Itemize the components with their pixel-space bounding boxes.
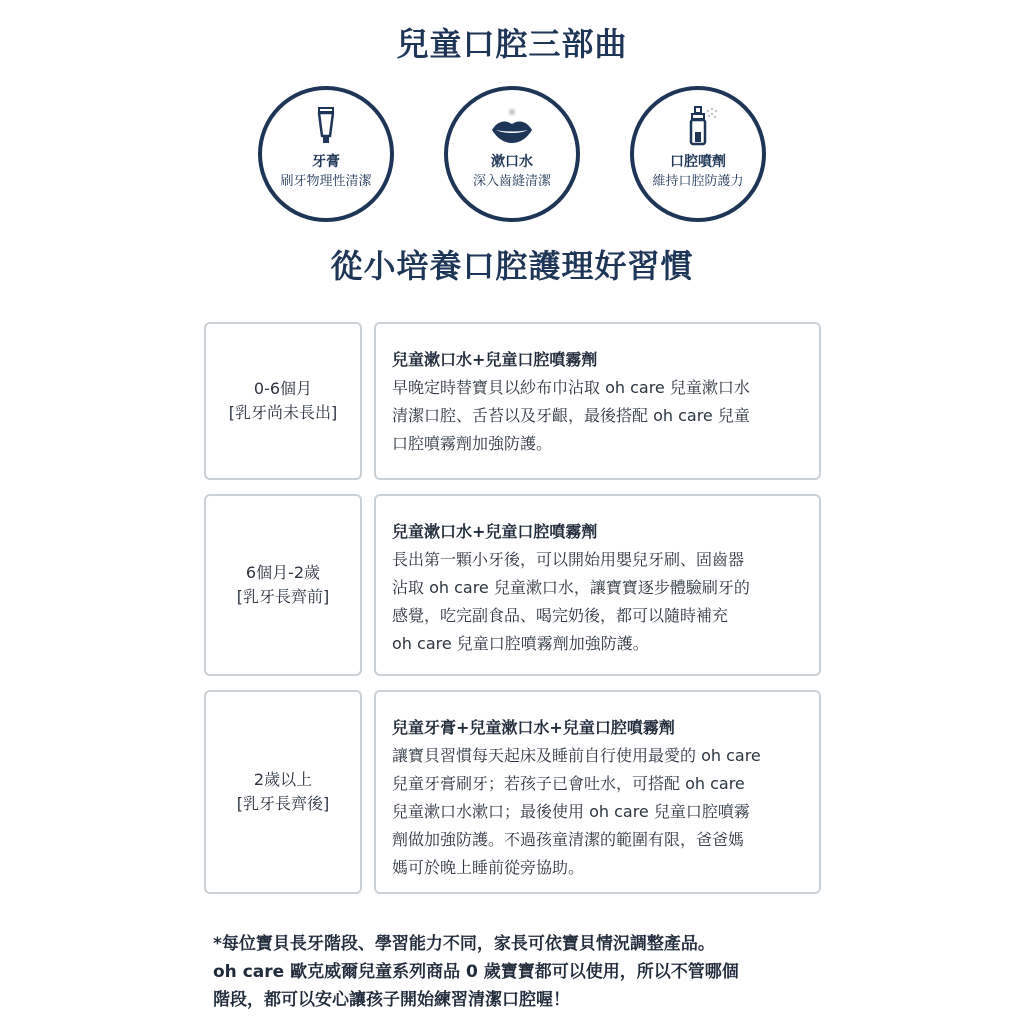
step-mouthwash	[444, 86, 580, 222]
care-description-6-months-2-years	[374, 494, 821, 676]
age-note: [乳牙長齊後]	[236, 794, 330, 813]
age-range: 2歲以上	[253, 770, 313, 789]
care-text-line: 長出第一顆小牙後，可以開始用嬰兒牙刷、固齒器	[392, 550, 745, 569]
age-box-6-months-2-years	[204, 494, 362, 676]
step-desc: 深入齒縫清潔	[472, 174, 551, 189]
care-text-line: 兒童漱口水漱口；最後使用 oh care 兒童口腔噴霧	[392, 802, 750, 821]
care-text-line: 劑做加強防護。不過孩童清潔的範圍有限，爸爸媽	[392, 830, 745, 849]
care-text-line: 讓寶貝習慣每天起床及睡前自行使用最愛的 oh care	[392, 746, 761, 765]
care-text-line: 清潔口腔、舌苔以及牙齦，最後搭配 oh care 兒童	[392, 406, 750, 425]
step-name: 牙膏	[312, 154, 340, 170]
footnote-line: 階段，都可以安心讓孩子開始練習清潔口腔喔！	[213, 990, 570, 1010]
toothpaste-tube-icon	[262, 106, 390, 146]
care-text-line: 媽可於晚上睡前從旁協助。	[392, 858, 585, 877]
page-title: 兒童口腔三部曲	[396, 25, 628, 63]
step-name: 漱口水	[491, 154, 533, 170]
step-desc: 維持口腔防護力	[652, 174, 744, 189]
care-description-2-years-up	[374, 690, 821, 894]
care-heading: 兒童漱口水+兒童口腔噴霧劑	[392, 522, 598, 541]
care-heading: 兒童牙膏+兒童漱口水+兒童口腔噴霧劑	[392, 718, 675, 737]
step-desc: 刷牙物理性清潔	[280, 174, 372, 189]
care-text-line: 口腔噴霧劑加強防護。	[392, 434, 553, 453]
care-text-line: 感覺，吃完副食品、喝完奶後，都可以隨時補充	[392, 606, 729, 625]
section-title: 從小培養口腔護理好習慣	[330, 247, 694, 285]
care-text-line: 沾取 oh care 兒童漱口水，讓寶寶逐步體驗刷牙的	[392, 578, 750, 597]
care-text-line: oh care 兒童口腔噴霧劑加強防護。	[392, 634, 649, 653]
footnote-line: oh care 歐克威爾兒童系列商品 0 歲寶寶都可以使用，所以不管哪個	[213, 962, 739, 982]
care-heading: 兒童漱口水+兒童口腔噴霧劑	[392, 350, 598, 369]
age-note: [乳牙尚未長出]	[228, 403, 338, 422]
spray-bottle-icon	[634, 106, 762, 146]
age-range: 6個月-2歲	[245, 563, 321, 582]
age-box-2-years-up	[204, 690, 362, 894]
footnote	[213, 930, 833, 1014]
age-box-0-6-months	[204, 322, 362, 480]
step-spray	[630, 86, 766, 222]
step-name: 口腔噴劑	[670, 154, 726, 170]
footnote-line: *每位寶貝長牙階段、學習能力不同，家長可依寶貝情況調整產品。	[213, 934, 715, 954]
care-text-line: 早晚定時替寶貝以紗布巾沾取 oh care 兒童漱口水	[392, 378, 750, 397]
step-toothpaste	[258, 86, 394, 222]
care-text-line: 兒童牙膏刷牙；若孩子已會吐水，可搭配 oh care	[392, 774, 745, 793]
lips-icon	[448, 106, 576, 146]
age-range: 0-6個月	[253, 379, 313, 398]
age-note: [乳牙長齊前]	[236, 587, 330, 606]
care-description-0-6-months	[374, 322, 821, 480]
